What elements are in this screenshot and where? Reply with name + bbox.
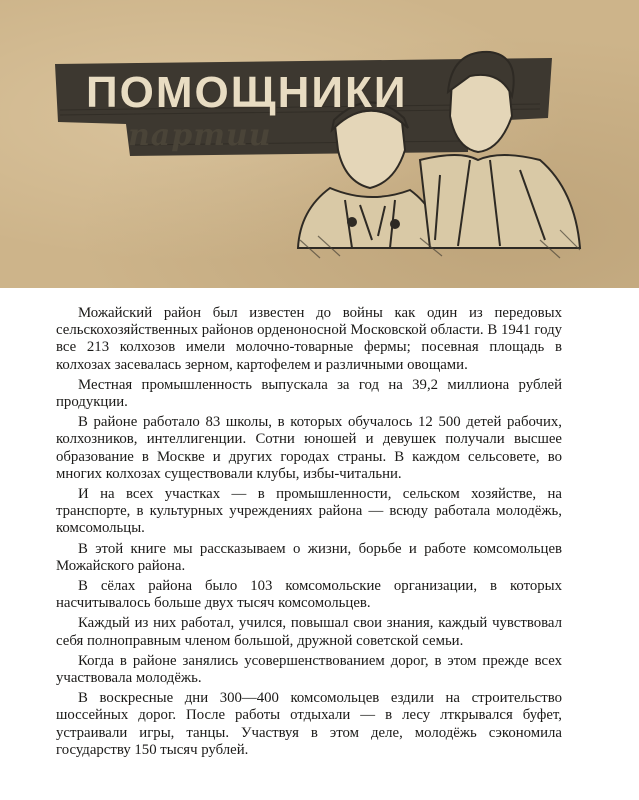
paragraph: Когда в районе занялись усовершенствованием дорог, в этом прежде всех участвовала молодёжь. <box>56 652 562 687</box>
paragraph: Каждый из них работал, учился, повышал свои знания, каждый чувствовал себя полноправным членом большой, дружной советской семьи. <box>56 615 562 649</box>
paragraph: В районе работало 83 школы, в которых обучалось 12 500 детей рабочих, колхозников, интеллигенции. Сотни юношей и девушек получали высшее образование в Москве и других городах страны. В каждом сельсовете, во многих колхозах существовали клубы, избы-читальни. <box>56 414 562 482</box>
paragraph: В этой книге мы рассказываем о жизни, борьбе и работе комсомольцев Можайского района. <box>56 540 562 574</box>
article-body <box>56 305 562 762</box>
paragraph: И на всех участках — в промышленности, сельском хозяйстве, на транспорте, в культурных учреждениях района — всюду работала молодёжь, комсомольцы. <box>56 486 562 537</box>
header-illustration <box>0 0 639 288</box>
banner-artwork <box>0 0 639 288</box>
paragraph: В сёлах района было 103 комсомольские организации, в которых насчитывалось больше двух тысяч комсомольцев. <box>56 578 562 612</box>
paragraph: Можайский район был известен до войны как один из передовых сельскохозяйственных районов орденоносной Московской области. В 1941 году все 213 колхозов имели молочно-товарные фермы; посевная площадь в колхозах засевалась зерном, картофелем и различными овощами. <box>56 305 562 373</box>
header-title: ПОМОЩНИКИ <box>86 68 408 117</box>
header-subtitle: партии <box>128 118 272 153</box>
paragraph: В воскресные дни 300—400 комсомольцев ездили на строительство шоссейных дорог. После работы отдыхали — в лесу лткрывался буфет, устраивали игры, танцы. Участвуя в этом деле, молодёжь сэкономила государству 150 тысяч рублей. <box>56 690 562 758</box>
paragraph: Местная промышленность выпускала за год на 39,2 миллиона рублей продукции. <box>56 376 562 411</box>
